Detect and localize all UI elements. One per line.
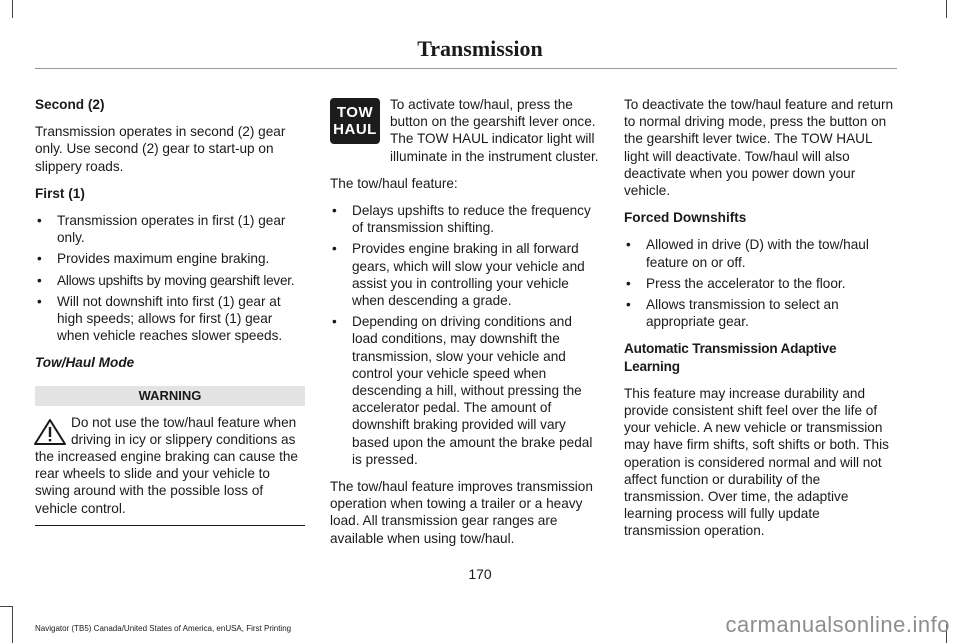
- list-item: • Allowed in drive (D) with the tow/haul feature on or off.: [624, 236, 894, 270]
- crop-mark-bottom-left-v: [12, 606, 13, 643]
- page-title: Transmission: [417, 36, 543, 61]
- towhaul-heading: Tow/Haul Mode: [35, 355, 135, 371]
- deactivate-text: To deactivate the tow/haul feature and return to normal driving mode, press the button on the gearshift lever twice. The TOW HAUL light will deactivate. Tow/haul will also deactivate when you power down your vehicle.: [624, 97, 894, 199]
- second-gear-text: Transmission operates in second (2) gear only. Use second (2) gear to start-up on slippery roads.: [35, 124, 286, 174]
- print-info: Navigator (TB5) Canada/United States of America, enUSA, First Printing: [35, 624, 292, 633]
- tow-haul-icon: [330, 98, 380, 144]
- warning-label: WARNING: [35, 386, 305, 406]
- list-item: • Delays upshifts to reduce the frequency of transmission shifting.: [330, 202, 600, 236]
- second-gear-heading: Second (2): [35, 97, 105, 112]
- title-divider: [35, 68, 897, 69]
- tow-haul-icon-line1: TOW: [336, 104, 374, 121]
- list-item: • Press the accelerator to the floor.: [624, 275, 894, 292]
- list-item: • Transmission operates in first (1) gear only.: [35, 212, 305, 246]
- list-item: • Allows transmission to select an appropriate gear.: [624, 296, 894, 330]
- page-number: 170: [468, 566, 492, 582]
- list-item: • Depending on driving conditions and load conditions, may downshift the transmission, slow your vehicle and control your vehicle speed when descending a hill, without pressing the accelerator pedal. The amount of downshift braking provided will vary based upon the amount the brake pedal is pressed.: [330, 313, 600, 468]
- warning-divider: [35, 525, 305, 526]
- crop-mark-top-left-v: [12, 0, 13, 18]
- crop-mark-bottom-left-h: [0, 606, 12, 607]
- list-item: • Allows upshifts by moving gearshift lever.: [35, 272, 305, 289]
- list-item: • Provides engine braking in all forward gears, which will slow your vehicle and assist you in controlling your vehicle when descending a grade.: [330, 240, 600, 309]
- watermark: carmanualsonline.info: [725, 612, 950, 637]
- feature-list: [330, 202, 600, 468]
- closing-text: The tow/haul feature improves transmission operation when towing a trailer or a heavy load. All transmission gear ranges are available when using tow/haul.: [330, 479, 593, 546]
- list-item: • Will not downshift into first (1) gear at high speeds; allows for first (1) gear when vehicle reaches slower speeds.: [35, 293, 305, 345]
- list-item: • Provides maximum engine braking.: [35, 250, 305, 267]
- first-gear-heading: First (1): [35, 185, 85, 201]
- forced-downshifts-list: [624, 236, 894, 330]
- forced-downshifts-heading: Forced Downshifts: [624, 210, 747, 226]
- adaptive-learning-heading: Automatic Transmission Adaptive Learning: [624, 341, 837, 374]
- crop-mark-top-right-v: [946, 0, 947, 18]
- column-3: [624, 96, 894, 550]
- warning-text: Do not use the tow/haul feature when driving in icy or slippery conditions as the increased engine braking can cause the rear wheels to slide and your vehicle to swing around with the possible loss of vehicle control.: [35, 414, 298, 516]
- feature-intro: The tow/haul feature:: [330, 175, 458, 191]
- adaptive-learning-text: This feature may increase durability and provide consistent shift feel over the life of your vehicle. A new vehicle or transmission may have firm shifts, soft shifts or both. This operation is considered normal and will not affect function or durability of the transmission. Over time, the adaptive learning process will fully update transmission operation.: [624, 385, 889, 539]
- warning-triangle-icon: [33, 418, 67, 446]
- column-1: [35, 96, 305, 526]
- first-gear-list: [35, 212, 305, 344]
- column-2: [330, 96, 600, 557]
- tow-haul-icon-line2: HAUL: [333, 121, 377, 138]
- activate-text: To activate tow/haul, press the button on the gearshift lever once. The TOW HAUL indicator light will illuminate in the instrument cluster.: [390, 97, 599, 164]
